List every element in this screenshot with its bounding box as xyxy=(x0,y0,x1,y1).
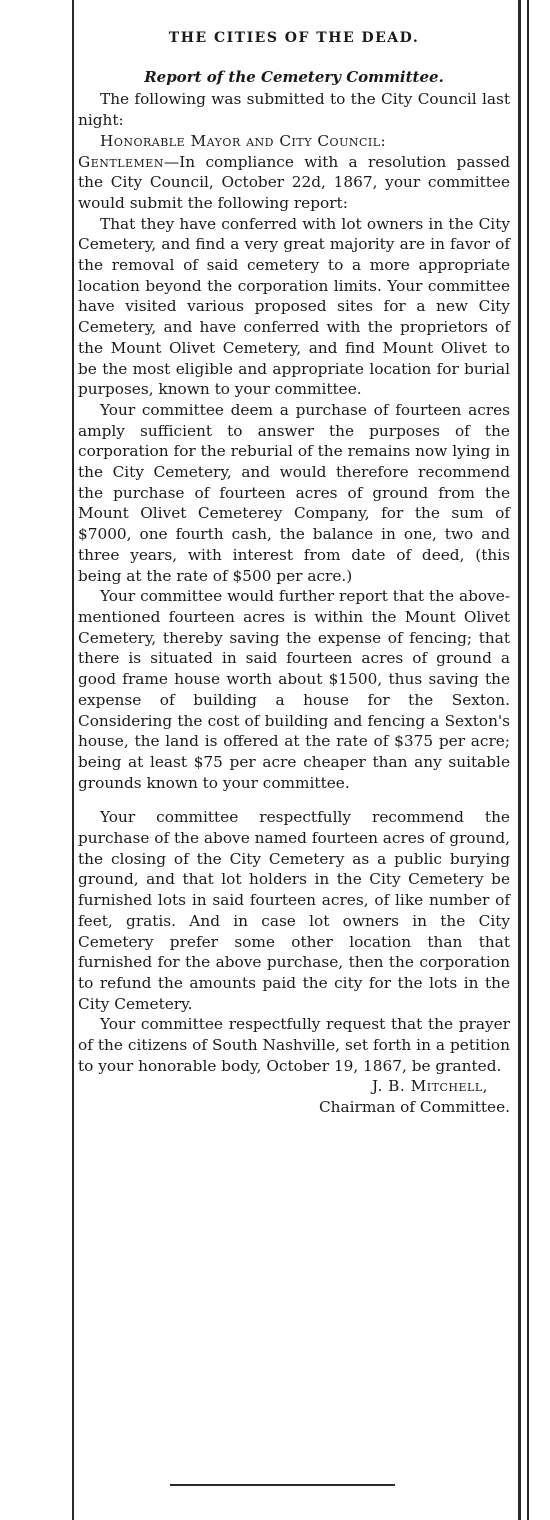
paragraph-3: Your committee deem a purchase of fourteen acres amply sufficient to answer the purposes of the corporation for the reburial of the remains now lying in the City Cemetery, and would therefore recommend the purchase of fourteen acres of ground from the Mount Olivet Cemeterey Company, for the sum of $7000, one fourth cash, the balance in one, two and three years, with interest from date of deed, (this being at the rate of $500 per acre.) xyxy=(78,400,510,585)
headline: THE CITIES OF THE DEAD. xyxy=(168,30,420,46)
column-rule-left xyxy=(72,0,74,1520)
paragraph-1-text: In compliance with a resolution passed the City Council, October 22d, 1867, your committee would submit the following report: xyxy=(78,152,510,212)
greeting: Gentlemen xyxy=(78,152,164,171)
paragraph-1: Gentlemen—In compliance with a resolution passed the City Council, October 22d, 1867, your committee would submit the following report: xyxy=(78,152,510,212)
paragraph-2: That they have conferred with lot owners in the City Cemetery, and find a very great majority are in favor of the removal of said cemetery to a more appropriate location beyond the corporation limits. Your committee have visited various proposed sites for a new City Cemetery, and have conferred with the proprietors of the Mount Olivet Cemetery, and find Mount Olivet to be the most eligible and appropriate location for burial purposes, known to your committee. xyxy=(78,214,510,399)
paragraph-6: Your committee respectfully request that the prayer of the citizens of South Nashville, set forth in a petition to your honorable body, October 19, 1867, be granted. xyxy=(78,1015,510,1075)
bottom-rule xyxy=(170,1484,395,1486)
salutation-text: Honorable Mayor and City Council: xyxy=(100,131,387,150)
subheadline: Report of the Cemetery Committee. xyxy=(144,67,444,86)
signature-block xyxy=(78,1076,510,1117)
paragraph-4: Your committee would further report that the above-mentioned fourteen acres is within the Mount Olivet Cemetery, thereby saving the expense of fencing; that there is situated in said fourteen acres of ground a good frame house worth about $1500, thus saving the expense of building a house for the Sexton. Considering the cost of building and fencing a Sexton's house, the land is offered at the rate of $375 per acre; being at least $75 per acre cheaper than any suitable grounds known to your committee. xyxy=(78,587,510,792)
article-column xyxy=(78,18,510,1118)
paragraph-5: Your committee respectfully recommend the purchase of the above named fourteen acres of ground, the closing of the City Cemetery as a public burying ground, and that lot holders in the City Cemetery be furnished lots in said fourteen acres, of like number of feet, gratis. And in case lot owners in the City Cemetery prefer some other location than that furnished for the above purchase, then the corporation to refund the amounts paid the city for the lots in the City Cemetery. xyxy=(78,808,510,1013)
intro-paragraph: The following was submitted to the City Council last night: xyxy=(78,90,510,130)
column-rule-right-outer xyxy=(527,0,529,1520)
column-rule-right xyxy=(518,0,521,1520)
salutation xyxy=(78,131,510,152)
signature-name: J. B. Mitchell, xyxy=(372,1077,488,1096)
signature-title: Chairman of Committee. xyxy=(318,1098,510,1117)
